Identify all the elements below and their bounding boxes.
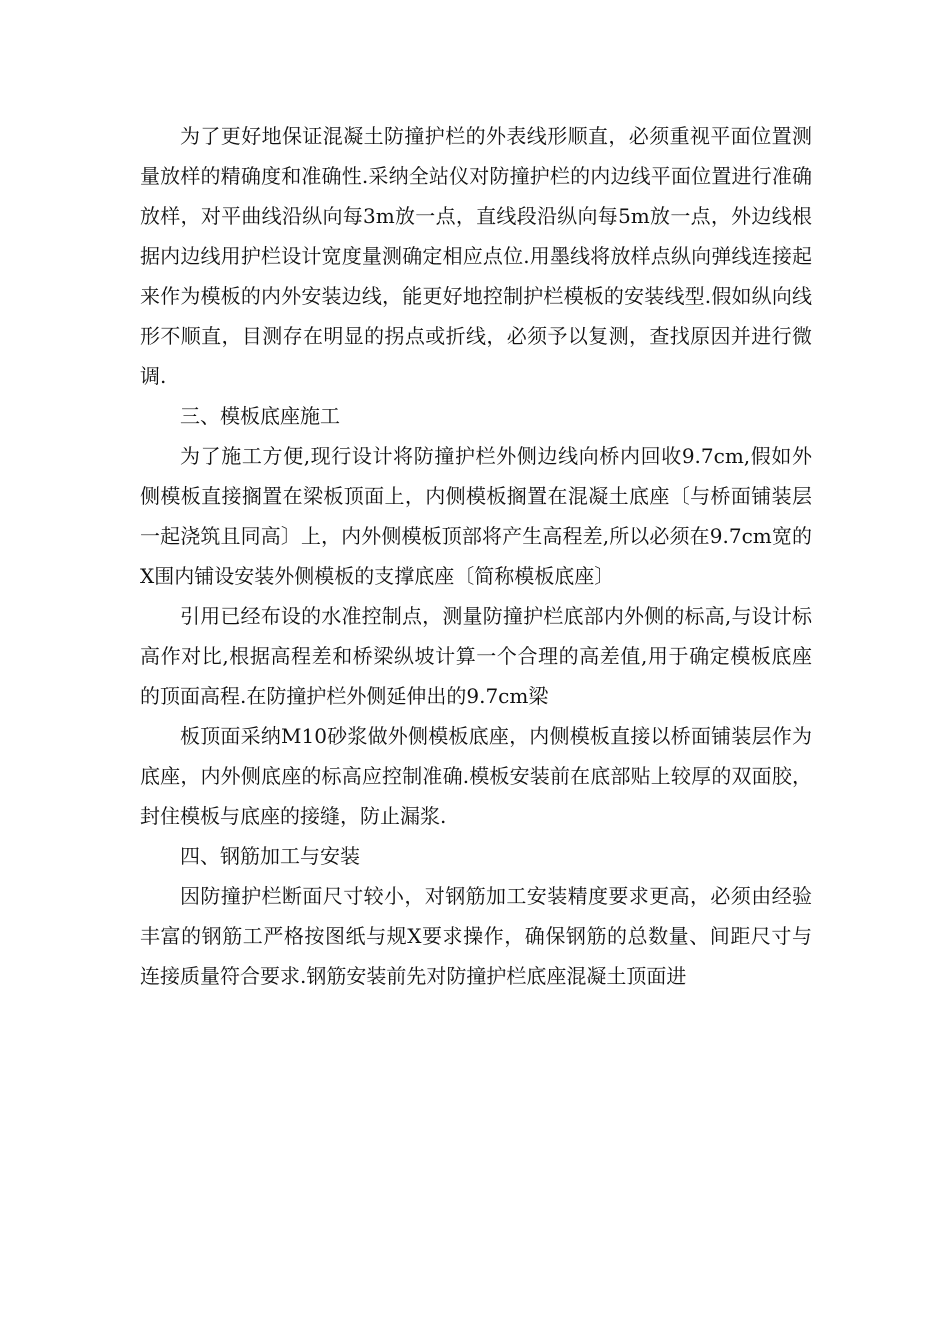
section-heading-formwork-base: 三、模板底座施工 bbox=[180, 404, 340, 428]
document-body bbox=[140, 116, 812, 996]
paragraph-mortar-base: 板顶面采纳M10砂浆做外侧模板底座，内侧模板直接以桥面铺装层作为底座，内外侧底座的标高应控制准确.模板安装前在底部贴上较厚的双面胶，封住模板与底座的接缝，防止漏浆. bbox=[140, 724, 812, 828]
paragraph-elevation-control: 引用已经布设的水准控制点，测量防撞护栏底部内外侧的标高,与设计标高作对比,根据高程差和桥梁纵坡计算一个合理的高差值,用于确定模板底座的顶面高程.在防撞护栏外侧延伸出的9.7cm梁 bbox=[140, 604, 812, 708]
paragraph-rebar-installation: 因防撞护栏断面尺寸较小，对钢筋加工安装精度要求更高，必须由经验丰富的钢筋工严格按图纸与规X要求操作，确保钢筋的总数量、间距尺寸与连接质量符合要求.钢筋安装前先对防撞护栏底座混凝土顶面进 bbox=[140, 884, 812, 988]
paragraph-layout-setout: 为了更好地保证混凝土防撞护栏的外表线形顺直，必须重视平面位置测量放样的精确度和准确性.采纳全站仪对防撞护栏的内边线平面位置进行准确放样，对平曲线沿纵向每3m放一点，直线段沿纵向每5m放一点，外边线根据内边线用护栏设计宽度量测确定相应点位.用墨线将放样点纵向弹线连接起来作为模板的内外安装边线，能更好地控制护栏模板的安装线型.假如纵向线形不顺直，目测存在明显的拐点或折线，必须予以复测，查找原因并进行微调. bbox=[140, 124, 812, 388]
section-heading-rebar: 四、钢筋加工与安装 bbox=[180, 844, 360, 868]
paragraph-formwork-base-design: 为了施工方便,现行设计将防撞护栏外侧边线向桥内回收9.7cm,假如外侧模板直接搁置在梁板顶面上，内侧模板搁置在混凝土底座〔与桥面铺装层一起浇筑且同高〕上，内外侧模板顶部将产生高程差,所以必须在9.7cm宽的X围内铺设安装外侧模板的支撑底座〔简称模板底座〕 bbox=[140, 444, 812, 588]
